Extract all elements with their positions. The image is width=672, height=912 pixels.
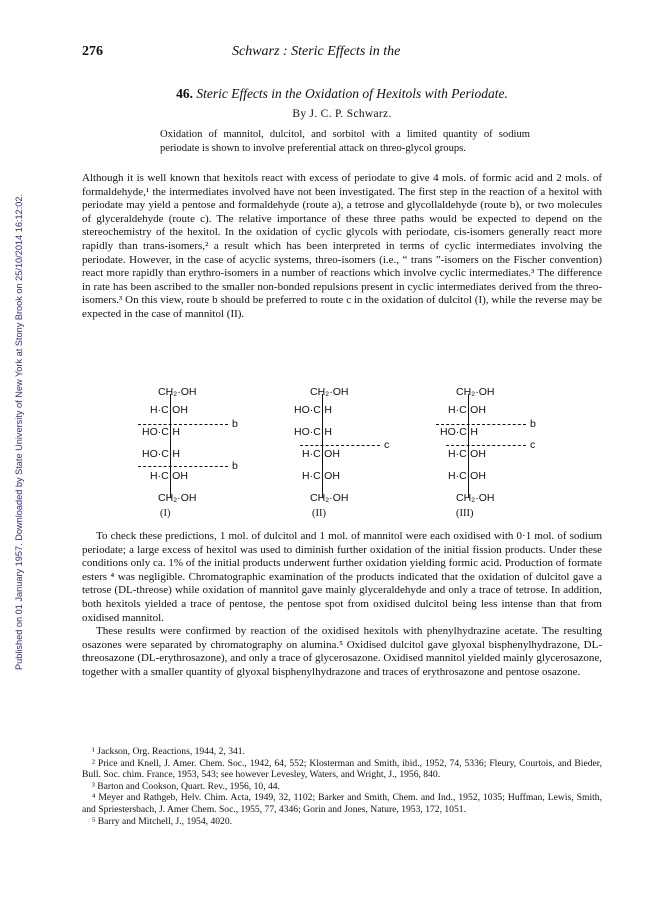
cut-label: c [384,439,390,451]
article-number: 46. [176,86,193,101]
article-abstract: Oxidation of mannitol, dulcitol, and sorbitol with a limited quantity of sodium periodate is shown to involve preferential attack on threo-glycol groups. [160,129,530,154]
formula-row: HO·C·H [294,426,332,438]
footnote: ³ Barton and Cookson, Quart. Rev., 1956, 10, 44. [92,780,280,792]
download-watermark-text: Published on 01 January 1957. Downloaded by State University of New York at Stony Brook on 25/10/2014 16:12:02. [14,193,24,670]
formula-row: CH₂·OH [310,386,349,398]
formula-row: CH₂·OH [158,492,197,504]
page-header [82,44,602,62]
article-author: By J. C. P. Schwarz. [292,108,392,120]
article-title-text: Steric Effects in the Oxidation of Hexitols with Periodate. [196,86,508,101]
formula-row: CH₂·OH [158,386,197,398]
footnote: ⁵ Barry and Mitchell, J., 1954, 4020. [92,815,233,827]
footnotes [82,746,602,827]
formula-label: (II) [312,508,326,519]
footnote: ² Price and Knell, J. Amer. Chem. Soc., 1942, 64, 552; Klosterman and Smith, ibid., 1952, 74, 5336; Fleury, Courtois, and Bieder, Bull. Soc. chim. France, 1953, 543; see however Levesley, Waters, and Wright, J., 1956, 840. [82,757,602,781]
download-watermark [2,30,24,670]
cut-label: b [530,418,536,430]
formula-row: H·C·OH [448,448,486,460]
cut-label: c [530,439,536,451]
formula-row: CH₂·OH [456,386,495,398]
fischer-projections [82,386,602,526]
article-title [82,86,602,102]
formula-row: H·C·OH [448,470,486,482]
formula-row: HO·C·H [440,426,478,438]
body-text-results [82,530,602,680]
footnote: ¹ Jackson, Org. Reactions, 1944, 2, 341. [92,746,245,757]
running-head: Schwarz : Steric Effects in the [232,44,401,59]
page-number: 276 [82,44,103,59]
formula-row: HO·C·H [142,426,180,438]
cut-label: b [232,418,238,430]
footnote: ⁴ Meyer and Rathgeb, Helv. Chim. Acta, 1949, 32, 1102; Barker and Smith, Chem. and Ind., 1952, 1035; Huffman, Lewis, Smith, and Spriestersbach, J. Amer Chem. Soc., 1955, 77, 4346; Gorin and Jones, Nature, 1953, 172, 1051. [82,792,602,815]
paragraph: To check these predictions, 1 mol. of dulcitol and 1 mol. of mannitol were each oxidised with 0·1 mol. of sodium periodate; a large excess of hexitol was used to diminish further oxidation of the initial fission products. Under these conditions only ca. 1% of the initial products underwent further oxidation yielding formic acid. Production of formate esters ⁴ was negligible. Chromatographic examination of the products indicated that the oxidation of dulcitol gave a tetrose (DL-threose) while oxidation of mannitol gave mainly glyceraldehyde and only a trace of tetrose. In addition, both hexitols yielded a trace of pentose, the pentose spot from oxidised dulcitol being less intense than that from oxidised mannitol. [82,530,602,624]
formula-label: (I) [160,508,171,519]
body-text-intro [82,172,602,322]
formula-row: H·C·OH [150,404,188,416]
paragraph: Although it is well known that hexitols react with excess of periodate to give 4 mols. of formic acid and 2 mols. of formaldehyde,¹ the intermediates involved have not been investigated. The first step in the reaction of a hexitol with periodate may yield a pentose and formaldehyde (route a), a tetrose and glycollaldehyde (route b), or two molecules of glyceraldehyde (route c). The relative importance of these three paths would be expected to depend on the stereochemistry of the hexitol. In the oxidation of cyclic glycols with periodate, cis-isomers generally react more rapidly than trans-isomers,² a result which has been interpreted in terms of cyclic intermediates involving the periodate. However, in the case of acyclic systems, threo-isomers (i.e., “ trans ”-isomers on the Fischer convention) react more rapidly than erythro-isomers in a number of reactions which involve cyclic intermediates.³ The difference in rate has been ascribed to the smaller non-bonded repulsions present in cyclic intermediates derived from the threo-isomers.³ On this view, route b should be preferred to route c in the oxidation of dulcitol (I), while the reverse may be expected in the case of mannitol (II). [82,172,602,320]
formula-row: H·C·OH [302,470,340,482]
formula-row: CH₂·OH [310,492,349,504]
paragraph: These results were confirmed by reaction of the oxidised hexitols with phenylhydrazine acetate. The resulting osazones were separated by chromatography on alumina.⁵ Oxidised dulcitol gave glyoxal bisphenylhydrazone, DL-threosazone (DL-erythrosazone), and only a trace of glycerosazone. Oxidised mannitol yielded mainly glycerosazone, together with a smaller quantity of glyoxal bisphenylhydrazone and traces of erythrosazone and pentose osazone. [82,625,602,678]
formula-row: H·C·OH [448,404,486,416]
formula-row: HO·C·H [294,404,332,416]
formula-row: CH₂·OH [456,492,495,504]
formula-row: H·C·OH [302,448,340,460]
formula-row: H·C·OH [150,470,188,482]
cut-label: b [232,460,238,472]
formula-row: HO·C·H [142,448,180,460]
formula-label: (III) [456,508,474,519]
